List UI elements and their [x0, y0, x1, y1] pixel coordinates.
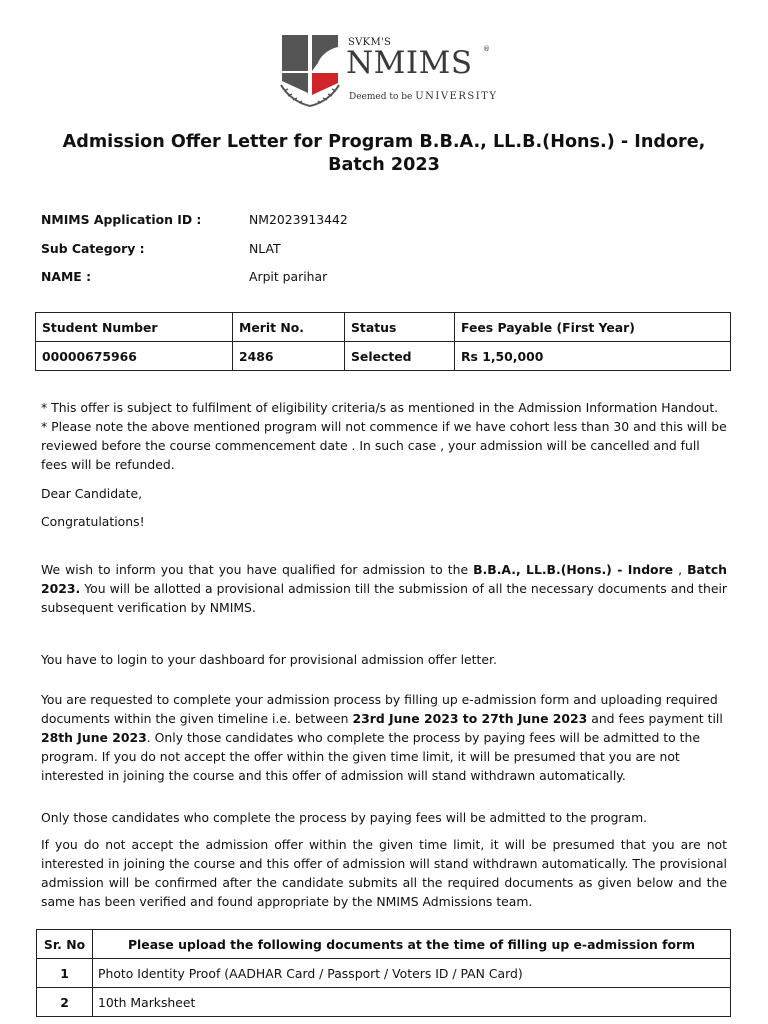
cell-student-number: 00000675966 — [36, 342, 233, 371]
sub-category-label: Sub Category : — [41, 241, 145, 256]
greeting-text: Dear Candidate, — [41, 486, 143, 501]
logo-svkm-text: SVKM'S — [348, 37, 392, 48]
note-eligibility: * This offer is subject to fulfilment of eligibility criteria/s as mentioned in the Admission Information Handout. — [41, 400, 719, 415]
program-name: B.B.A., LL.B.(Hons.) - Indore — [473, 562, 674, 577]
doc-row-text: Photo Identity Proof (AADHAR Card / Passport / Voters ID / PAN Card) — [93, 959, 731, 988]
congratulations-text: Congratulations! — [41, 514, 145, 529]
batch-name: Batch 2023. — [41, 562, 727, 596]
table-header-row — [37, 930, 731, 959]
table-header-row — [36, 313, 731, 342]
application-id-value: NM2023913442 — [249, 212, 348, 227]
shield-emblem-icon — [279, 33, 341, 109]
nmims-logo — [279, 33, 498, 109]
letter-title: Admission Offer Letter for Program B.B.A., LL.B.(Hons.) - Indore, Batch 2023 — [62, 132, 706, 175]
table-row — [36, 342, 731, 371]
admission-dates: 23rd June 2023 to 27th June 2023 — [352, 711, 588, 726]
cell-fees-payable: Rs 1,50,000 — [455, 342, 731, 371]
doc-row-number: 2 — [37, 988, 93, 1017]
header-merit-no: Merit No. — [233, 313, 345, 342]
table-row — [37, 988, 731, 1017]
fee-payment-date: 28th June 2023 — [41, 730, 147, 745]
note-cohort: * Please note the above mentioned program will not commence if we have cohort less than 30 and this will be reviewed before the course commencement date . In such case , your admission will be cancelled and full fees will be refunded. — [41, 419, 727, 472]
paragraph-qualified: We wish to inform you that you have qualified for admission to the B.B.A., LL.B.(Hons.) - Indore , Batch 2023. You will be allotted a provisional admission till the submission of all the necessary documents and their subsequent verification by NMIMS. — [41, 562, 727, 615]
name-value: Arpit parihar — [249, 269, 328, 284]
cell-status: Selected — [345, 342, 455, 371]
sub-category-value: NLAT — [249, 241, 281, 256]
logo-registered-mark: ® — [483, 45, 490, 53]
header-student-number: Student Number — [36, 313, 233, 342]
header-status: Status — [345, 313, 455, 342]
logo-deemed-text: Deemed to be UNIVERSITY — [349, 91, 498, 102]
logo-brand-text: NMIMS — [346, 45, 473, 81]
documents-table — [36, 929, 731, 1017]
name-label: NAME : — [41, 269, 92, 284]
paragraph-accept-offer: If you do not accept the admission offer within the given time limit, it will be presumed that you are not interested in joining the course and this offer of admission will stand withdrawn automatically. The provisional admission will be confirmed after the candidate submits all the required documents as given below and the same has been verified and found appropriate by the NMIMS Admissions team. — [41, 837, 727, 909]
table-row — [37, 959, 731, 988]
header-fees-payable: Fees Payable (First Year) — [455, 313, 731, 342]
header-sr-no: Sr. No — [37, 930, 93, 959]
header-documents: Please upload the following documents at the time of filling up e-admission form — [93, 930, 731, 959]
cell-merit-no: 2486 — [233, 342, 345, 371]
paragraph-only-candidates: Only those candidates who complete the process by paying fees will be admitted to the program. — [41, 810, 648, 825]
result-table — [35, 312, 731, 371]
application-id-label: NMIMS Application ID : — [41, 212, 202, 227]
doc-row-number: 1 — [37, 959, 93, 988]
doc-row-text: 10th Marksheet — [93, 988, 731, 1017]
paragraph-login: You have to login to your dashboard for provisional admission offer letter. — [41, 652, 497, 667]
paragraph-timeline: You are requested to complete your admission process by filling up e-admission form and uploading required documents within the given timeline i.e. between 23rd June 2023 to 27th June 2023 and fees payment till 28th June 2023. Only those candidates who complete the process by paying fees will be admitted to the program. If you do not accept the offer within the given time limit, it will be presumed that you are not interested in joining the course and this offer of admission will stand withdrawn automatically. — [41, 692, 723, 783]
